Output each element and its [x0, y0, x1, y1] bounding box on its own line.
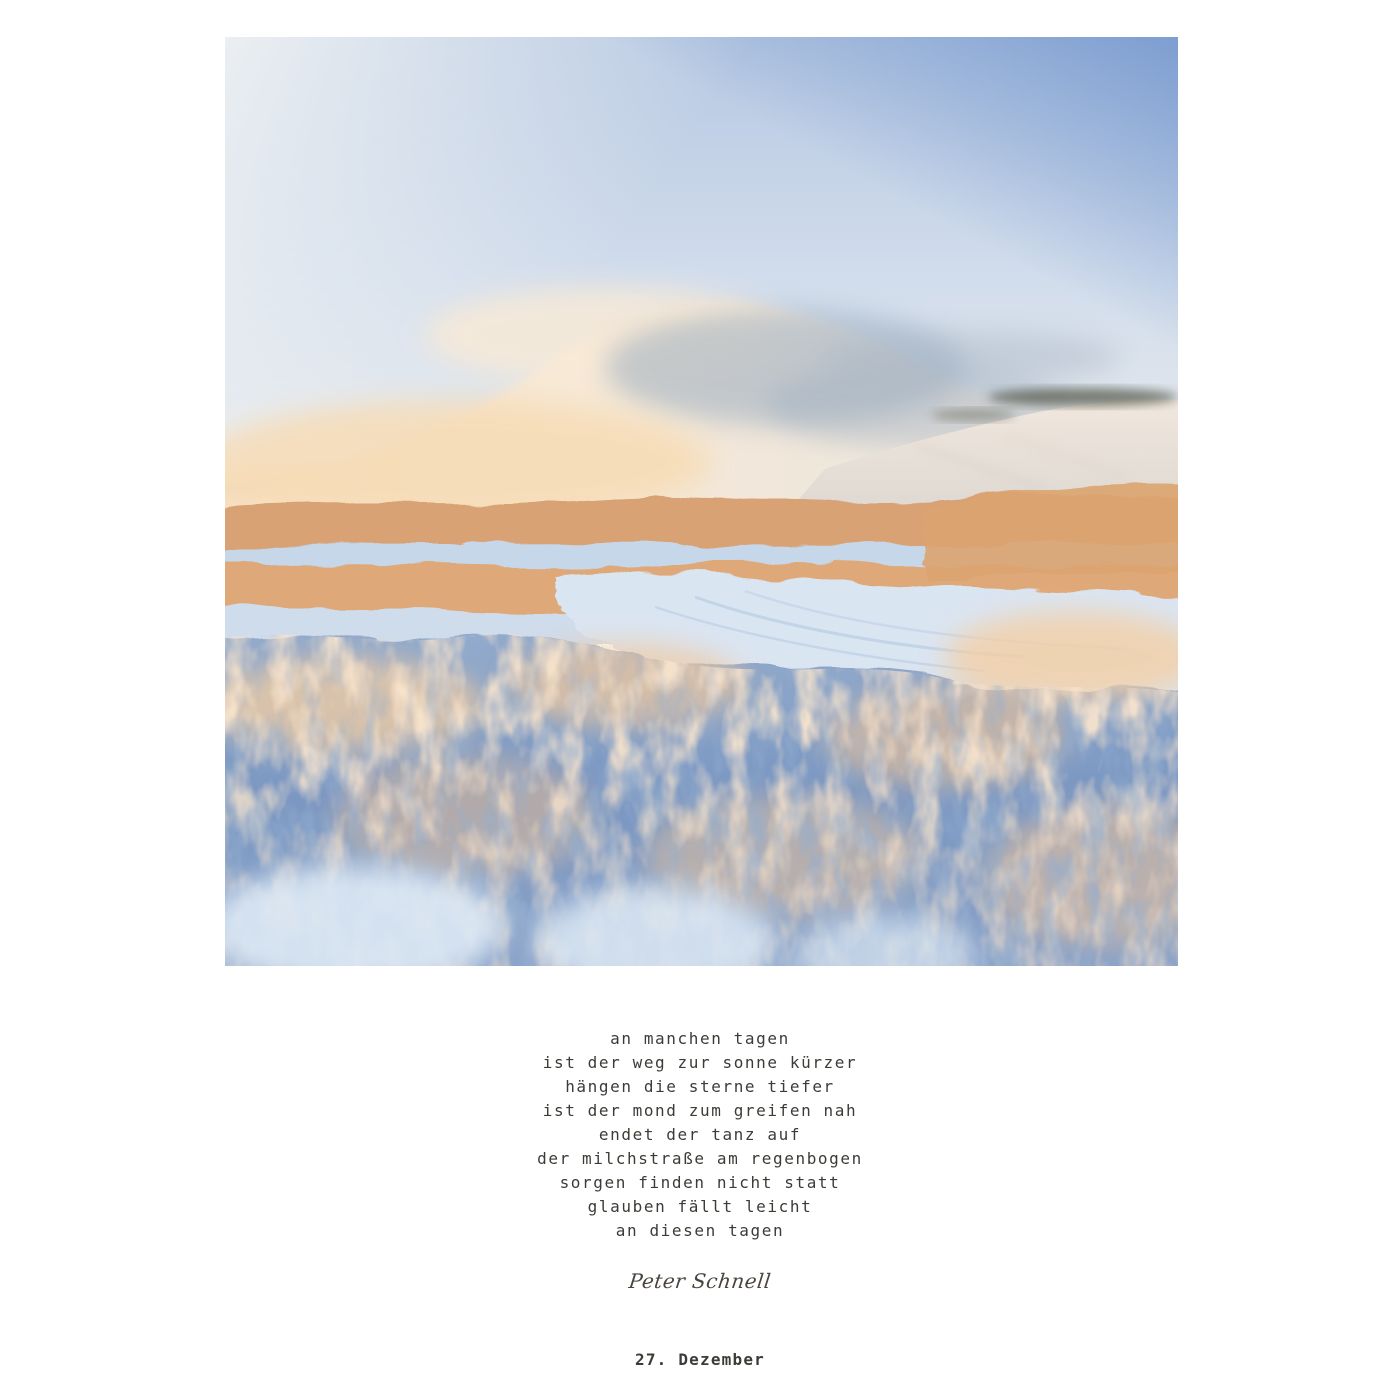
- poem-line: sorgen finden nicht statt: [559, 1173, 841, 1192]
- poem-line: hängen die sterne tiefer: [565, 1077, 835, 1096]
- winter-landscape-photo: [225, 37, 1178, 966]
- poem-line: der milchstraße am regenbogen: [537, 1149, 863, 1168]
- poem-line: ist der weg zur sonne kürzer: [542, 1053, 858, 1072]
- author-signature: Peter Schnell: [627, 1269, 773, 1293]
- date-label: 27. Dezember: [635, 1350, 765, 1369]
- poem-line: glauben fällt leicht: [587, 1197, 813, 1216]
- poem-line: endet der tanz auf: [598, 1125, 802, 1144]
- foreground-forest: [225, 611, 1178, 966]
- poem: [0, 1027, 1400, 1243]
- poem-line: ist der mond zum greifen nah: [542, 1101, 858, 1120]
- poem-line: an manchen tagen: [610, 1029, 790, 1048]
- poem-line: an diesen tagen: [615, 1221, 785, 1240]
